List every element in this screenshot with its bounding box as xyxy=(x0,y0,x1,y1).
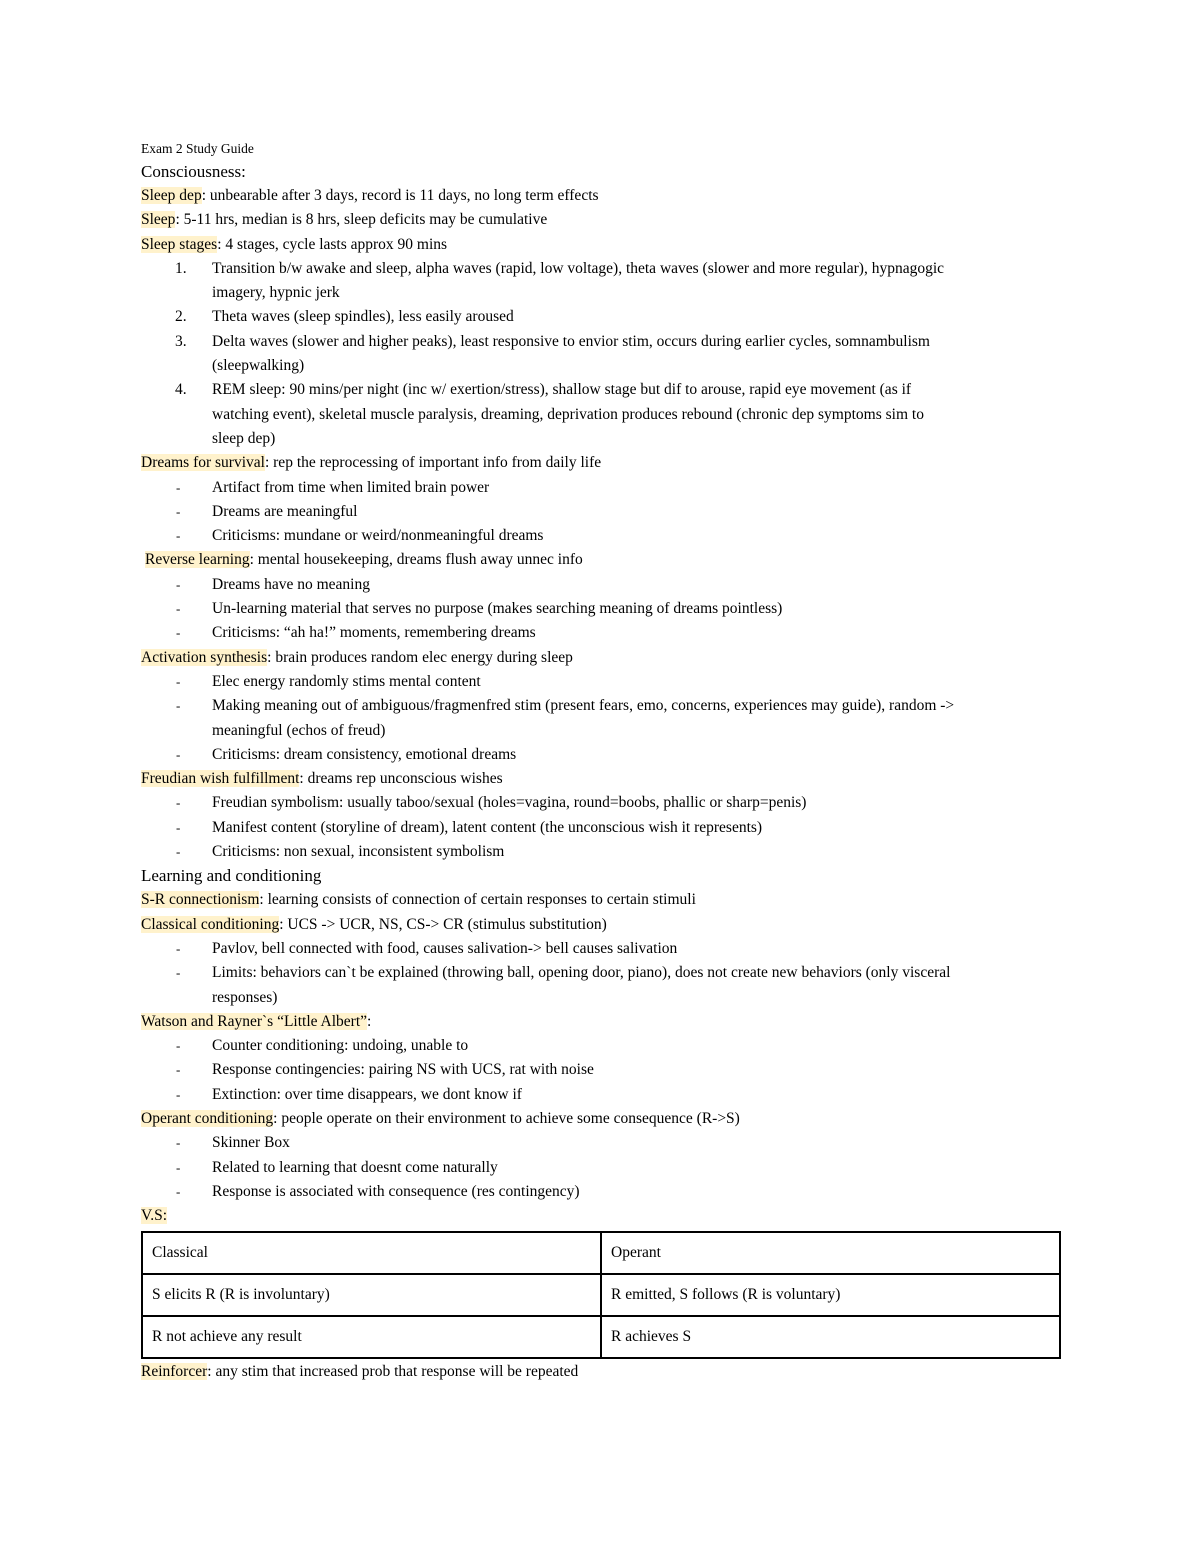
list-item: - Related to learning that doesnt come naturally xyxy=(141,1156,1061,1180)
bullet-marker: - xyxy=(176,673,181,689)
operant-conditioning-list xyxy=(141,1131,1061,1204)
bullet-marker: - xyxy=(176,940,181,956)
comparison-table xyxy=(141,1231,1061,1359)
term-freudian-wish-fulfillment xyxy=(141,767,1061,791)
term-label: Reverse learning xyxy=(145,551,250,569)
term-reverse-learning xyxy=(141,548,1061,572)
activation-synthesis-list xyxy=(141,670,1061,767)
bullet-marker: - xyxy=(176,698,181,714)
list-item: - Extinction: over time disappears, we dont know if xyxy=(141,1083,1061,1107)
reverse-learning-list xyxy=(141,573,1061,646)
document-title: Exam 2 Study Guide xyxy=(141,141,254,156)
list-item: 3. Delta waves (slower and higher peaks), least responsive to envior stim, occurs during earlier cycles, somnambulism (sleepwalking) xyxy=(141,330,1061,379)
term-classical-conditioning xyxy=(141,913,1061,937)
term-definition: : 5-11 hrs, median is 8 hrs, sleep deficits may be cumulative xyxy=(175,211,548,229)
bullet-marker: - xyxy=(176,625,181,641)
bullet-marker: - xyxy=(176,1086,181,1102)
bullet-marker: - xyxy=(176,1038,181,1054)
term-label: Sleep stages xyxy=(141,235,218,253)
list-number: 3. xyxy=(175,332,187,350)
bullet-marker: - xyxy=(176,746,181,762)
list-item: - Dreams are meaningful xyxy=(141,500,1061,524)
term-little-albert xyxy=(141,1010,1061,1034)
term-definition: : people operate on their environment to achieve some consequence (R->S) xyxy=(273,1109,740,1127)
bullet-marker: - xyxy=(176,1159,181,1175)
term-label: Dreams for survival xyxy=(141,454,265,472)
list-item: - Making meaning out of ambiguous/fragmenfred stim (present fears, emo, concerns, experiences may guide), random -> meaningful (echos of freud) xyxy=(141,694,1061,743)
list-item: - Un-learning material that serves no purpose (makes searching meaning of dreams pointless) xyxy=(141,597,1061,621)
bullet-marker: - xyxy=(176,795,181,811)
bullet-marker: - xyxy=(176,503,181,519)
classical-conditioning-list xyxy=(141,937,1061,1010)
list-item: - Skinner Box xyxy=(141,1131,1061,1155)
table-row xyxy=(142,1316,1060,1358)
list-item: 4. REM sleep: 90 mins/per night (inc w/ exertion/stress), shallow stage but dif to arouse, rapid eye movement (as if watching event), skeletal muscle paralysis, dreaming, deprivation produces rebound (chronic dep symptoms sim to sleep dep) xyxy=(141,378,1061,451)
list-item: - Elec energy randomly stims mental content xyxy=(141,670,1061,694)
list-item: - Criticisms: non sexual, inconsistent symbolism xyxy=(141,840,1061,864)
term-sr-connectionism xyxy=(141,888,1061,912)
term-sleep-dep xyxy=(141,184,1061,208)
list-number: 4. xyxy=(175,381,187,399)
term-label: Operant conditioning xyxy=(141,1109,274,1127)
list-item: - Counter conditioning: undoing, unable to xyxy=(141,1034,1061,1058)
bullet-marker: - xyxy=(176,819,181,835)
table-row xyxy=(142,1274,1060,1316)
term-reinforcer xyxy=(141,1360,1061,1384)
table-cell: R achieves S xyxy=(601,1316,1060,1358)
bullet-marker: - xyxy=(176,528,181,544)
list-item: - Artifact from time when limited brain power xyxy=(141,476,1061,500)
term-definition: : brain produces random elec energy during sleep xyxy=(267,648,573,666)
table-cell: Classical xyxy=(142,1232,601,1274)
term-sleep-stages xyxy=(141,233,1061,257)
list-item: 2. Theta waves (sleep spindles), less easily aroused xyxy=(141,305,1061,329)
term-definition: : 4 stages, cycle lasts approx 90 mins xyxy=(217,235,448,253)
term-label: Classical conditioning xyxy=(141,915,280,933)
term-label: Activation synthesis xyxy=(141,648,268,666)
term-definition: : mental housekeeping, dreams flush away unnec info xyxy=(249,551,583,569)
term-definition: : rep the reprocessing of important info from daily life xyxy=(264,454,602,472)
bullet-marker: - xyxy=(176,576,181,592)
little-albert-list xyxy=(141,1034,1061,1107)
freudian-list xyxy=(141,791,1061,864)
bullet-marker: - xyxy=(176,479,181,495)
term-definition: : learning consists of connection of certain responses to certain stimuli xyxy=(259,891,696,909)
bullet-marker: - xyxy=(176,1062,181,1078)
term-label: S-R connectionism xyxy=(141,891,260,909)
term-label: Reinforcer xyxy=(141,1363,208,1381)
dreams-for-survival-list xyxy=(141,476,1061,549)
list-item: - Criticisms: dream consistency, emotional dreams xyxy=(141,743,1061,767)
list-item: - Limits: behaviors can`t be explained (throwing ball, opening door, piano), does not create new behaviors (only visceral responses) xyxy=(141,961,1061,1010)
list-item: - Criticisms: “ah ha!” moments, remembering dreams xyxy=(141,621,1061,645)
term-label: Watson and Rayner`s “Little Albert” xyxy=(141,1012,368,1030)
list-item: - Pavlov, bell connected with food, causes salivation-> bell causes salivation xyxy=(141,937,1061,961)
term-vs xyxy=(141,1204,1061,1228)
bullet-marker: - xyxy=(176,965,181,981)
table-cell: S elicits R (R is involuntary) xyxy=(142,1274,601,1316)
list-item: - Response contingencies: pairing NS with UCS, rat with noise xyxy=(141,1058,1061,1082)
table-row xyxy=(142,1232,1060,1274)
list-item: - Criticisms: mundane or weird/nonmeaningful dreams xyxy=(141,524,1061,548)
list-item: - Manifest content (storyline of dream), latent content (the unconscious wish it represents) xyxy=(141,816,1061,840)
table-cell: Operant xyxy=(601,1232,1060,1274)
term-label: V.S: xyxy=(141,1207,167,1225)
list-number: 1. xyxy=(175,259,187,277)
term-label: Sleep xyxy=(141,211,176,229)
bullet-marker: - xyxy=(176,1183,181,1199)
section-heading-learning: Learning and conditioning xyxy=(141,866,322,886)
sleep-stages-list xyxy=(141,257,1061,451)
term-definition: : any stim that increased prob that response will be repeated xyxy=(207,1363,579,1381)
bullet-marker: - xyxy=(176,844,181,860)
table-cell: R not achieve any result xyxy=(142,1316,601,1358)
list-number: 2. xyxy=(175,308,187,326)
document-body xyxy=(141,138,1061,1385)
term-definition: : dreams rep unconscious wishes xyxy=(299,770,503,788)
term-label: Freudian wish fulfillment xyxy=(141,770,300,788)
term-activation-synthesis xyxy=(141,646,1061,670)
term-definition: : UCS -> UCR, NS, CS-> CR (stimulus substitution) xyxy=(279,915,607,933)
list-item: - Response is associated with consequence (res contingency) xyxy=(141,1180,1061,1204)
term-dreams-for-survival xyxy=(141,451,1061,475)
list-item: - Freudian symbolism: usually taboo/sexual (holes=vagina, round=boobs, phallic or sharp=penis) xyxy=(141,791,1061,815)
bullet-marker: - xyxy=(176,601,181,617)
list-item: - Dreams have no meaning xyxy=(141,573,1061,597)
term-sleep xyxy=(141,208,1061,232)
term-label: Sleep dep xyxy=(141,187,202,204)
list-item: 1. Transition b/w awake and sleep, alpha waves (rapid, low voltage), theta waves (slower and more regular), hypnagogic imagery, hypnic jerk xyxy=(141,257,1061,306)
bullet-marker: - xyxy=(176,1135,181,1151)
term-definition: : unbearable after 3 days, record is 11 days, no long term effects xyxy=(201,187,599,204)
table-cell: R emitted, S follows (R is voluntary) xyxy=(601,1274,1060,1316)
section-heading-consciousness: Consciousness: xyxy=(141,162,246,181)
term-operant-conditioning xyxy=(141,1107,1061,1131)
term-definition: : xyxy=(367,1012,372,1030)
